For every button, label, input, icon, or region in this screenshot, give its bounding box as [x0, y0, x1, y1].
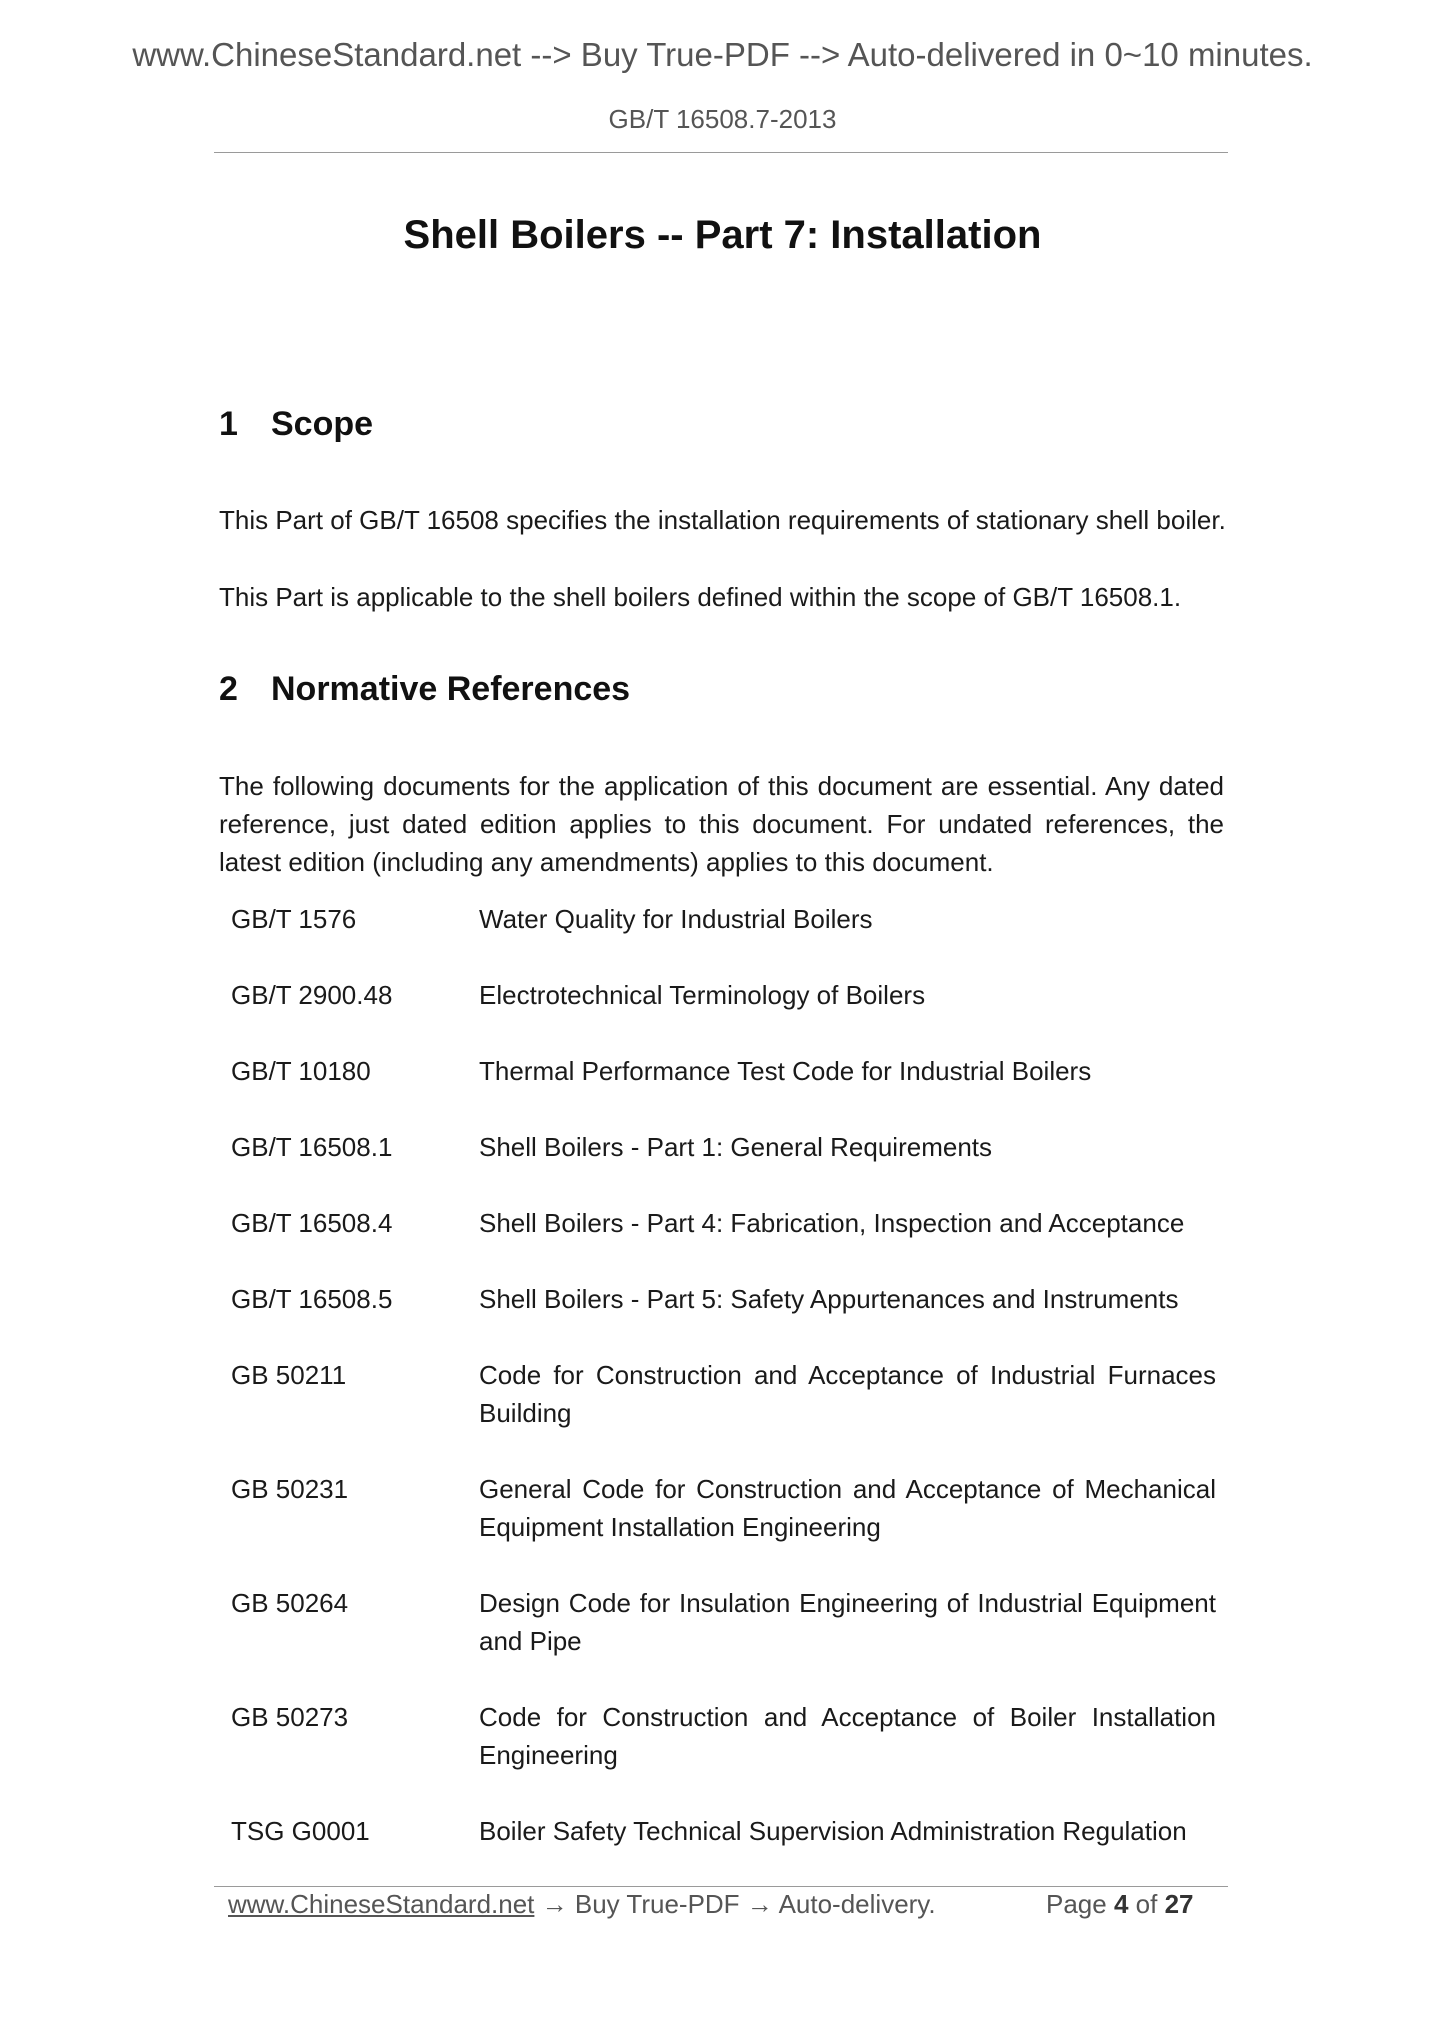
reference-title: Code for Construction and Acceptance of Industrial Furnaces Building [479, 1360, 1216, 1428]
footer-promo [228, 1889, 936, 1923]
reference-item [231, 1470, 1216, 1546]
reference-title: Electrotechnical Terminology of Boilers [479, 980, 926, 1010]
reference-code: GB/T 16508.1 [231, 1132, 393, 1162]
reference-title: Thermal Performance Test Code for Industrial Boilers [479, 1056, 1092, 1086]
reference-item [231, 1356, 1216, 1432]
reference-code: GB 50231 [231, 1474, 349, 1504]
reference-title: Shell Boilers - Part 4: Fabrication, Inspection and Acceptance [479, 1208, 1185, 1238]
reference-code: GB/T 16508.4 [231, 1208, 393, 1238]
section-heading-text: Scope [271, 405, 374, 443]
reference-item [231, 1280, 1216, 1318]
document-number: GB/T 16508.7-2013 [608, 104, 837, 134]
header-divider [214, 152, 1228, 153]
reference-item [231, 976, 1216, 1014]
reference-title: Boiler Safety Technical Supervision Administration Regulation [479, 1816, 1187, 1846]
reference-code: GB/T 10180 [231, 1056, 371, 1086]
reference-code: GB/T 2900.48 [231, 980, 393, 1010]
reference-item [231, 1698, 1216, 1774]
scope-paragraph: This Part is applicable to the shell boilers defined within the scope of GB/T 16508.1. [219, 582, 1182, 612]
reference-item [231, 1584, 1216, 1660]
reference-item [231, 1204, 1216, 1242]
footer-link[interactable]: www.ChineseStandard.net [228, 1889, 535, 1919]
reference-code: TSG G0001 [231, 1816, 370, 1846]
section-references-heading [219, 670, 630, 709]
reference-title: Code for Construction and Acceptance of Boiler Installation Engineering [479, 1702, 1216, 1770]
section-heading-text: Normative References [271, 670, 631, 708]
of-label: of [1135, 1889, 1158, 1919]
reference-title: Design Code for Insulation Engineering of Industrial Equipment and Pipe [479, 1588, 1216, 1656]
reference-title: Shell Boilers - Part 1: General Requirements [479, 1132, 993, 1162]
scope-paragraph: This Part of GB/T 16508 specifies the installation requirements of stationary shell boiler. [219, 505, 1226, 535]
reference-code: GB 50264 [231, 1588, 349, 1618]
reference-code: GB/T 16508.5 [231, 1284, 393, 1314]
top-banner: www.ChineseStandard.net --> Buy True-PDF --> Auto-delivered in 0~10 minutes. [132, 36, 1313, 73]
reference-item [231, 900, 1216, 938]
section-number: 2 [219, 670, 238, 708]
reference-title: Shell Boilers - Part 5: Safety Appurtenances and Instruments [479, 1284, 1179, 1314]
references-list [231, 900, 1216, 1888]
reference-title: Water Quality for Industrial Boilers [479, 904, 873, 934]
page-total: 27 [1164, 1889, 1194, 1919]
reference-item [231, 1052, 1216, 1090]
page-number: 4 [1113, 1889, 1129, 1919]
reference-code: GB 50211 [231, 1360, 347, 1390]
footer-divider [214, 1886, 1228, 1887]
reference-item [231, 1812, 1216, 1850]
section-number: 1 [219, 405, 238, 443]
reference-code: GB 50273 [231, 1702, 349, 1732]
page-label: Page [1046, 1889, 1107, 1919]
reference-title: General Code for Construction and Acceptance of Mechanical Equipment Installation Engineering [479, 1474, 1216, 1542]
page-indicator [1046, 1889, 1194, 1923]
section-scope-heading [219, 405, 373, 444]
references-intro: The following documents for the application of this document are essential. Any dated reference, just dated edition applies to this document. For undated references, the latest edition (including any amendments) applies to this document. [219, 771, 1224, 877]
reference-item [231, 1128, 1216, 1166]
reference-code: GB/T 1576 [231, 904, 357, 934]
document-title: Shell Boilers -- Part 7: Installation [403, 213, 1042, 257]
footer-tagline: → Buy True-PDF → Auto-delivery. [534, 1889, 936, 1919]
